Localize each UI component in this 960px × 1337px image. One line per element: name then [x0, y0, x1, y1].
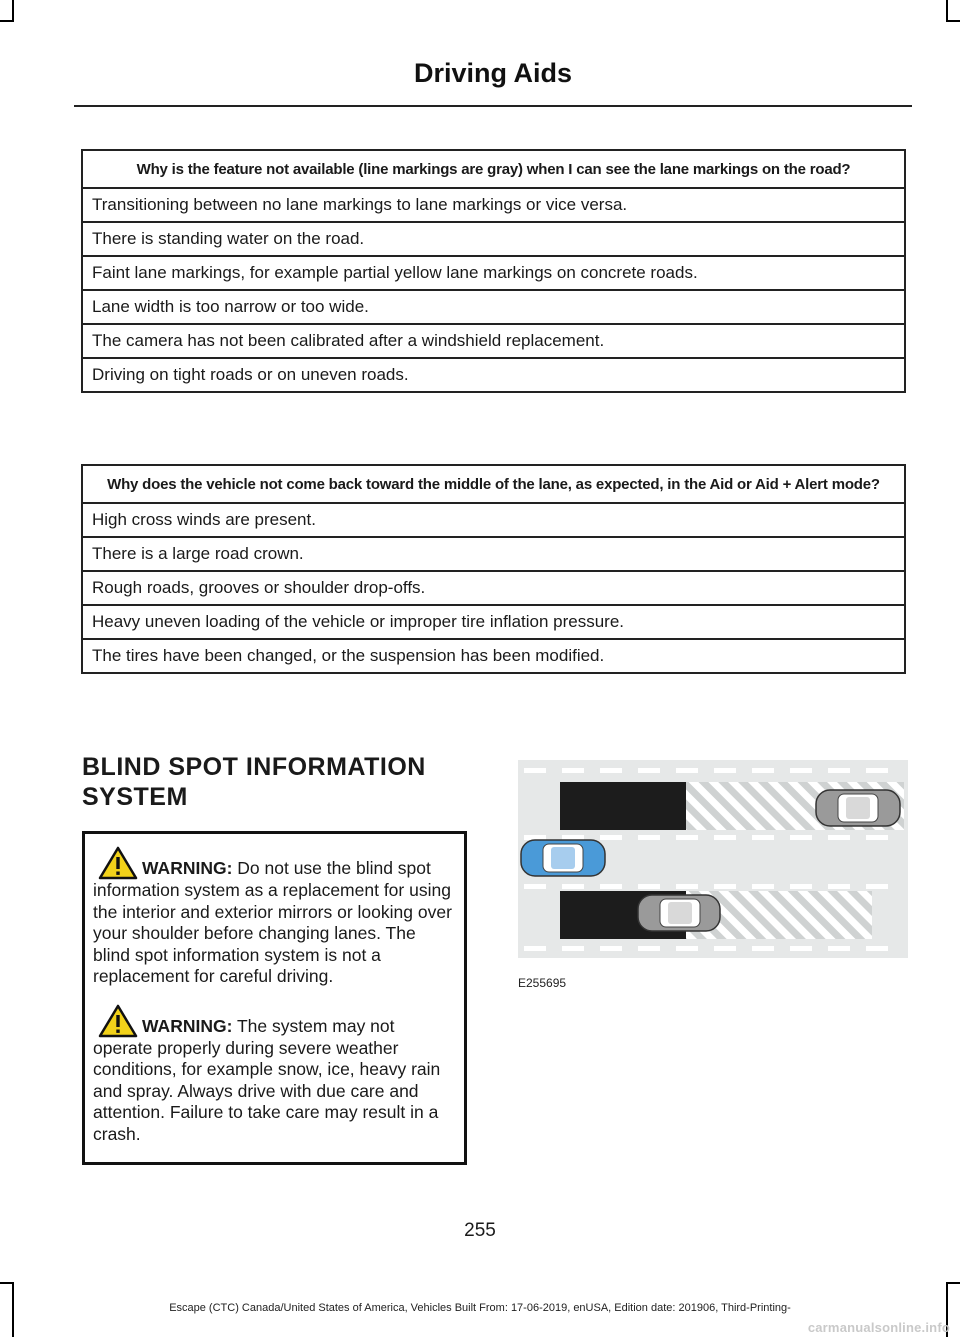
table-row: Lane width is too narrow or too wide. [82, 290, 905, 324]
vehicle-other-upper [816, 790, 900, 826]
table-row: Faint lane markings, for example partial yellow lane markings on concrete roads. [82, 256, 905, 290]
table-row: There is standing water on the road. [82, 222, 905, 256]
blind-spot-diagram [518, 760, 908, 958]
faq-table-lane-centering [81, 464, 906, 674]
table-heading: Why does the vehicle not come back toward the middle of the lane, as expected, in the Aid or Aid + Alert mode? [82, 465, 905, 503]
crop-mark [946, 20, 960, 22]
page-footer: Escape (CTC) Canada/United States of America, Vehicles Built From: 17-06-2019, enUSA, Edition date: 201906, Third-Printing- [169, 1302, 791, 1314]
table-row: Heavy uneven loading of the vehicle or improper tire inflation pressure. [82, 605, 905, 639]
warning-triangle-icon [98, 1004, 138, 1038]
crop-mark [0, 20, 14, 22]
page-header [0, 58, 960, 89]
crop-mark [0, 1282, 14, 1284]
vehicle-subject [521, 840, 605, 876]
page-title: Driving Aids [413, 58, 573, 88]
warning-paragraph [93, 846, 456, 988]
watermark: carmanualsonline.info [807, 1320, 950, 1335]
warning-text: The system may not operate properly during severe weather conditions, for example snow, ice, heavy rain and spray. Always drive with due care and attention. Failure to take care may result in a crash. [93, 1015, 441, 1144]
page-number: 255 [464, 1220, 496, 1241]
vehicle-other-lower [638, 895, 720, 931]
header-rule [74, 105, 912, 107]
table-row: Transitioning between no lane markings to lane markings or vice versa. [82, 188, 905, 222]
table-row: There is a large road crown. [82, 537, 905, 571]
warning-box [82, 831, 467, 1165]
figure-code: E255695 [518, 976, 567, 990]
section-title-line: BLIND SPOT INFORMATION [82, 753, 426, 781]
table-heading: Why is the feature not available (line markings are gray) when I can see the lane markings on the road? [82, 150, 905, 188]
warning-label: WARNING: [142, 1015, 233, 1036]
warning-label: WARNING: [142, 858, 233, 878]
crop-mark [946, 0, 948, 20]
warning-triangle-icon [98, 846, 138, 880]
table-row: Driving on tight roads or on uneven roads. [82, 358, 905, 392]
table-row: The tires have been changed, or the suspension has been modified. [82, 639, 905, 673]
warning-text: Do not use the blind spot information system as a replacement for using the interior and exterior mirrors or looking over your shoulder before changing lanes. The blind spot information system is not a replacement for careful driving. [93, 858, 452, 986]
faq-table-lane-markings [81, 149, 906, 393]
table-row: Rough roads, grooves or shoulder drop-offs. [82, 571, 905, 605]
section-title [82, 752, 482, 812]
section-title-line: SYSTEM [82, 783, 188, 811]
crop-mark [946, 1282, 960, 1284]
crop-mark [12, 0, 14, 20]
table-row: High cross winds are present. [82, 503, 905, 537]
table-row: The camera has not been calibrated after a windshield replacement. [82, 324, 905, 358]
warning-paragraph [93, 1004, 456, 1146]
